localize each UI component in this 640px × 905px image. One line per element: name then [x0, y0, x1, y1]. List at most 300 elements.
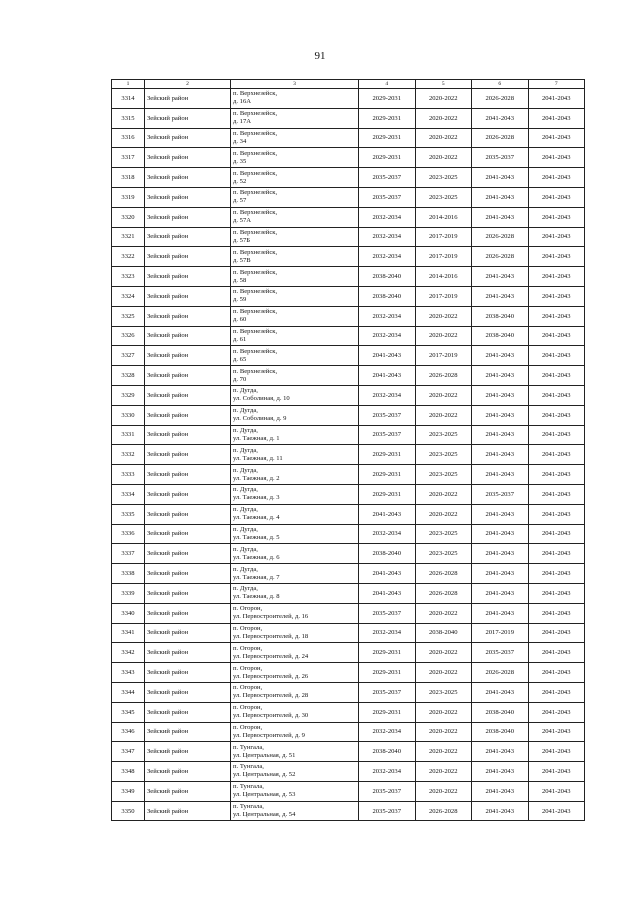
address-building: ул. Первостроителей, д. 28 [233, 692, 309, 700]
address-cell [231, 405, 359, 425]
row-number-cell: 3345 [112, 702, 145, 722]
period-cell-7: 2041-2043 [528, 128, 585, 148]
period-cell-5: 2020-2022 [415, 663, 472, 683]
address-building: ул. Центральная, д. 52 [233, 771, 296, 779]
row-number-cell: 3343 [112, 663, 145, 683]
district-cell: Зейский район [145, 465, 231, 485]
row-number-cell: 3318 [112, 168, 145, 188]
address-cell [231, 742, 359, 762]
period-cell-7: 2041-2043 [528, 504, 585, 524]
address-settlement: п. Верхнезейск, [233, 308, 278, 316]
district-cell: Зейский район [145, 682, 231, 702]
table-row [112, 425, 585, 445]
address-cell [231, 366, 359, 386]
district-cell: Зейский район [145, 247, 231, 267]
period-cell-5: 2020-2022 [415, 781, 472, 801]
table-row [112, 366, 585, 386]
row-number-cell: 3329 [112, 385, 145, 405]
period-cell-6: 2038-2040 [472, 306, 529, 326]
period-cell-6: 2038-2040 [472, 326, 529, 346]
period-cell-4: 2032-2034 [359, 762, 416, 782]
address-cell [231, 148, 359, 168]
district-cell: Зейский район [145, 623, 231, 643]
address-cell [231, 425, 359, 445]
district-cell: Зейский район [145, 346, 231, 366]
period-cell-4: 2035-2037 [359, 187, 416, 207]
row-number-cell: 3346 [112, 722, 145, 742]
address-settlement: п. Тунгала, [233, 803, 264, 811]
table-row [112, 326, 585, 346]
district-cell: Зейский район [145, 425, 231, 445]
address-cell [231, 187, 359, 207]
period-cell-5: 2023-2025 [415, 682, 472, 702]
period-cell-4: 2029-2031 [359, 148, 416, 168]
row-number-cell: 3315 [112, 108, 145, 128]
row-number-cell: 3341 [112, 623, 145, 643]
period-cell-7: 2041-2043 [528, 168, 585, 188]
period-cell-5: 2020-2022 [415, 484, 472, 504]
district-cell: Зейский район [145, 168, 231, 188]
address-building: д. 61 [233, 335, 247, 343]
address-cell [231, 663, 359, 683]
row-number-cell: 3333 [112, 465, 145, 485]
address-cell [231, 108, 359, 128]
address-cell [231, 781, 359, 801]
address-building: д. 57В [233, 256, 251, 264]
row-number-cell: 3330 [112, 405, 145, 425]
address-cell [231, 484, 359, 504]
period-cell-4: 2032-2034 [359, 623, 416, 643]
district-cell: Зейский район [145, 524, 231, 544]
table-row [112, 742, 585, 762]
row-number-cell: 3316 [112, 128, 145, 148]
district-cell: Зейский район [145, 643, 231, 663]
row-number-cell: 3327 [112, 346, 145, 366]
address-cell [231, 643, 359, 663]
table-row [112, 286, 585, 306]
period-cell-6: 2026-2028 [472, 128, 529, 148]
address-settlement: п. Огорон, [233, 664, 263, 672]
period-cell-4: 2035-2037 [359, 801, 416, 821]
period-cell-6: 2041-2043 [472, 385, 529, 405]
period-cell-6: 2041-2043 [472, 682, 529, 702]
period-cell-5: 2023-2025 [415, 187, 472, 207]
period-cell-6: 2038-2040 [472, 722, 529, 742]
period-cell-6: 2041-2043 [472, 603, 529, 623]
district-cell: Зейский район [145, 326, 231, 346]
period-cell-6: 2017-2019 [472, 623, 529, 643]
row-number-cell: 3335 [112, 504, 145, 524]
period-cell-4: 2041-2043 [359, 583, 416, 603]
address-settlement: п. Дугда, [233, 506, 258, 514]
period-cell-5: 2023-2025 [415, 544, 472, 564]
address-settlement: п. Дугда, [233, 525, 258, 533]
table-row [112, 544, 585, 564]
address-building: д. 58 [233, 276, 247, 284]
district-cell: Зейский район [145, 504, 231, 524]
table-row [112, 762, 585, 782]
address-settlement: п. Верхнезейск, [233, 129, 278, 137]
district-cell: Зейский район [145, 385, 231, 405]
address-building: ул. Таежная, д. 8 [233, 593, 280, 601]
period-cell-4: 2032-2034 [359, 247, 416, 267]
table-row [112, 168, 585, 188]
table-row [112, 643, 585, 663]
address-settlement: п. Верхнезейск, [233, 90, 278, 98]
address-settlement: п. Верхнезейск, [233, 228, 278, 236]
address-settlement: п. Верхнезейск, [233, 209, 278, 217]
period-cell-7: 2041-2043 [528, 286, 585, 306]
address-settlement: п. Огорон, [233, 704, 263, 712]
address-building: д. 35 [233, 157, 247, 165]
period-cell-5: 2023-2025 [415, 445, 472, 465]
address-cell [231, 722, 359, 742]
period-cell-4: 2035-2037 [359, 425, 416, 445]
period-cell-7: 2041-2043 [528, 722, 585, 742]
period-cell-6: 2041-2043 [472, 762, 529, 782]
table-row [112, 108, 585, 128]
period-cell-4: 2032-2034 [359, 722, 416, 742]
table-row [112, 89, 585, 109]
table-row [112, 187, 585, 207]
district-cell: Зейский район [145, 702, 231, 722]
address-settlement: п. Верхнезейск, [233, 149, 278, 157]
row-number-cell: 3324 [112, 286, 145, 306]
table-row [112, 207, 585, 227]
period-cell-6: 2041-2043 [472, 405, 529, 425]
period-cell-5: 2020-2022 [415, 742, 472, 762]
address-building: ул. Первостроителей, д. 18 [233, 632, 309, 640]
column-number-6: 6 [472, 80, 529, 89]
address-cell [231, 346, 359, 366]
row-number-cell: 3322 [112, 247, 145, 267]
address-cell [231, 247, 359, 267]
address-cell [231, 385, 359, 405]
period-cell-7: 2041-2043 [528, 346, 585, 366]
district-cell: Зейский район [145, 742, 231, 762]
period-cell-7: 2041-2043 [528, 207, 585, 227]
period-cell-7: 2041-2043 [528, 762, 585, 782]
period-cell-4: 2032-2034 [359, 524, 416, 544]
period-cell-7: 2041-2043 [528, 682, 585, 702]
period-cell-5: 2020-2022 [415, 385, 472, 405]
address-building: д. 16А [233, 98, 252, 106]
address-settlement: п. Дугда, [233, 585, 258, 593]
address-settlement: п. Дугда, [233, 545, 258, 553]
row-number-cell: 3317 [112, 148, 145, 168]
period-cell-7: 2041-2043 [528, 623, 585, 643]
address-settlement: п. Тунгала, [233, 743, 264, 751]
address-cell [231, 583, 359, 603]
period-cell-5: 2023-2025 [415, 425, 472, 445]
period-cell-5: 2020-2022 [415, 603, 472, 623]
address-settlement: п. Дугда, [233, 407, 258, 415]
row-number-cell: 3339 [112, 583, 145, 603]
period-cell-4: 2029-2031 [359, 663, 416, 683]
address-settlement: п. Дугда, [233, 565, 258, 573]
period-cell-5: 2020-2022 [415, 306, 472, 326]
period-cell-4: 2041-2043 [359, 564, 416, 584]
address-building: ул. Центральная, д. 51 [233, 751, 296, 759]
district-cell: Зейский район [145, 445, 231, 465]
period-cell-4: 2029-2031 [359, 108, 416, 128]
address-cell [231, 762, 359, 782]
period-cell-6: 2041-2043 [472, 366, 529, 386]
period-cell-6: 2041-2043 [472, 207, 529, 227]
address-building: д. 17А [233, 118, 252, 126]
address-cell [231, 306, 359, 326]
table-row [112, 227, 585, 247]
address-cell [231, 544, 359, 564]
period-cell-5: 2014-2016 [415, 267, 472, 287]
district-cell: Зейский район [145, 366, 231, 386]
period-cell-6: 2041-2043 [472, 801, 529, 821]
period-cell-6: 2041-2043 [472, 445, 529, 465]
period-cell-5: 2017-2019 [415, 247, 472, 267]
address-settlement: п. Дугда, [233, 486, 258, 494]
district-cell: Зейский район [145, 544, 231, 564]
district-cell: Зейский район [145, 207, 231, 227]
address-building: д. 70 [233, 375, 247, 383]
table-row [112, 465, 585, 485]
address-building: д. 59 [233, 296, 247, 304]
period-cell-7: 2041-2043 [528, 385, 585, 405]
period-cell-5: 2020-2022 [415, 128, 472, 148]
address-settlement: п. Верхнезейск, [233, 248, 278, 256]
period-cell-4: 2038-2040 [359, 286, 416, 306]
address-cell [231, 524, 359, 544]
address-cell [231, 564, 359, 584]
period-cell-7: 2041-2043 [528, 524, 585, 544]
period-cell-7: 2041-2043 [528, 227, 585, 247]
address-cell [231, 207, 359, 227]
district-cell: Зейский район [145, 583, 231, 603]
address-building: ул. Таежная, д. 2 [233, 474, 280, 482]
table-row [112, 781, 585, 801]
period-cell-6: 2041-2043 [472, 108, 529, 128]
period-cell-6: 2041-2043 [472, 781, 529, 801]
period-cell-4: 2038-2040 [359, 544, 416, 564]
period-cell-7: 2041-2043 [528, 247, 585, 267]
period-cell-5: 2020-2022 [415, 643, 472, 663]
period-cell-4: 2035-2037 [359, 781, 416, 801]
address-cell [231, 286, 359, 306]
period-cell-4: 2038-2040 [359, 267, 416, 287]
district-cell: Зейский район [145, 663, 231, 683]
column-number-header-row [112, 80, 585, 89]
district-cell: Зейский район [145, 484, 231, 504]
table-row [112, 603, 585, 623]
period-cell-7: 2041-2043 [528, 148, 585, 168]
district-cell: Зейский район [145, 128, 231, 148]
period-cell-7: 2041-2043 [528, 643, 585, 663]
district-cell: Зейский район [145, 108, 231, 128]
period-cell-7: 2041-2043 [528, 465, 585, 485]
address-settlement: п. Огорон, [233, 624, 263, 632]
address-settlement: п. Дугда, [233, 466, 258, 474]
table-row [112, 623, 585, 643]
period-cell-6: 2026-2028 [472, 247, 529, 267]
table-row [112, 722, 585, 742]
period-cell-7: 2041-2043 [528, 187, 585, 207]
row-number-cell: 3334 [112, 484, 145, 504]
period-cell-7: 2041-2043 [528, 108, 585, 128]
period-cell-4: 2041-2043 [359, 346, 416, 366]
row-number-cell: 3326 [112, 326, 145, 346]
period-cell-6: 2041-2043 [472, 267, 529, 287]
period-cell-5: 2023-2025 [415, 465, 472, 485]
district-cell: Зейский район [145, 722, 231, 742]
address-cell [231, 326, 359, 346]
period-cell-7: 2041-2043 [528, 326, 585, 346]
period-cell-7: 2041-2043 [528, 603, 585, 623]
address-settlement: п. Дугда, [233, 387, 258, 395]
row-number-cell: 3323 [112, 267, 145, 287]
period-cell-5: 2020-2022 [415, 504, 472, 524]
period-cell-5: 2026-2028 [415, 366, 472, 386]
row-number-cell: 3337 [112, 544, 145, 564]
table-row [112, 663, 585, 683]
district-cell: Зейский район [145, 781, 231, 801]
row-number-cell: 3328 [112, 366, 145, 386]
address-building: ул. Таежная, д. 5 [233, 533, 280, 541]
address-building: ул. Первостроителей, д. 24 [233, 652, 309, 660]
table-row [112, 484, 585, 504]
table-row [112, 682, 585, 702]
period-cell-5: 2020-2022 [415, 89, 472, 109]
period-cell-4: 2032-2034 [359, 385, 416, 405]
address-building: ул. Таежная, д. 7 [233, 573, 280, 581]
period-cell-7: 2041-2043 [528, 425, 585, 445]
period-cell-5: 2023-2025 [415, 524, 472, 544]
address-settlement: п. Огорон, [233, 684, 263, 692]
address-building: ул. Первостроителей, д. 16 [233, 613, 309, 621]
period-cell-4: 2035-2037 [359, 603, 416, 623]
table-row [112, 128, 585, 148]
address-building: ул. Таежная, д. 4 [233, 514, 280, 522]
period-cell-5: 2020-2022 [415, 148, 472, 168]
period-cell-6: 2041-2043 [472, 583, 529, 603]
row-number-cell: 3348 [112, 762, 145, 782]
period-cell-4: 2032-2034 [359, 227, 416, 247]
period-cell-5: 2020-2022 [415, 722, 472, 742]
period-cell-4: 2029-2031 [359, 89, 416, 109]
period-cell-7: 2041-2043 [528, 306, 585, 326]
column-number-1: 1 [112, 80, 145, 89]
period-cell-6: 2035-2037 [472, 643, 529, 663]
address-settlement: п. Верхнезейск, [233, 189, 278, 197]
address-building: ул. Первостроителей, д. 30 [233, 712, 309, 720]
district-cell: Зейский район [145, 405, 231, 425]
address-building: ул. Таежная, д. 6 [233, 553, 280, 561]
period-cell-6: 2041-2043 [472, 286, 529, 306]
address-cell [231, 128, 359, 148]
address-cell [231, 168, 359, 188]
period-cell-7: 2041-2043 [528, 366, 585, 386]
row-number-cell: 3314 [112, 89, 145, 109]
period-cell-6: 2041-2043 [472, 504, 529, 524]
period-cell-7: 2041-2043 [528, 742, 585, 762]
period-cell-4: 2032-2034 [359, 207, 416, 227]
row-number-cell: 3320 [112, 207, 145, 227]
period-cell-4: 2032-2034 [359, 306, 416, 326]
period-cell-6: 2038-2040 [472, 702, 529, 722]
period-cell-7: 2041-2043 [528, 484, 585, 504]
district-cell: Зейский район [145, 801, 231, 821]
row-number-cell: 3344 [112, 682, 145, 702]
address-settlement: п. Тунгала, [233, 783, 264, 791]
address-building: ул. Таежная, д. 1 [233, 434, 280, 442]
period-cell-4: 2029-2031 [359, 445, 416, 465]
period-cell-5: 2017-2019 [415, 346, 472, 366]
period-cell-5: 2017-2019 [415, 286, 472, 306]
column-number-5: 5 [415, 80, 472, 89]
table-row [112, 247, 585, 267]
address-settlement: п. Огорон, [233, 605, 263, 613]
period-cell-6: 2041-2043 [472, 524, 529, 544]
address-building: ул. Центральная, д. 53 [233, 791, 296, 799]
address-building: д. 60 [233, 316, 247, 324]
table-row [112, 583, 585, 603]
address-building: ул. Центральная, д. 54 [233, 811, 296, 819]
address-building: ул. Первостроителей, д. 26 [233, 672, 309, 680]
period-cell-6: 2041-2043 [472, 346, 529, 366]
address-cell [231, 227, 359, 247]
period-cell-7: 2041-2043 [528, 267, 585, 287]
period-cell-6: 2041-2043 [472, 465, 529, 485]
period-cell-6: 2035-2037 [472, 148, 529, 168]
district-cell: Зейский район [145, 564, 231, 584]
page-number: 91 [314, 50, 326, 62]
row-number-cell: 3325 [112, 306, 145, 326]
period-cell-4: 2041-2043 [359, 504, 416, 524]
period-cell-4: 2041-2043 [359, 366, 416, 386]
district-cell: Зейский район [145, 89, 231, 109]
row-number-cell: 3347 [112, 742, 145, 762]
period-cell-4: 2029-2031 [359, 484, 416, 504]
address-building: д. 57 [233, 197, 247, 205]
address-building: ул. Таежная, д. 3 [233, 494, 280, 502]
address-cell [231, 465, 359, 485]
period-cell-6: 2041-2043 [472, 425, 529, 445]
period-cell-7: 2041-2043 [528, 583, 585, 603]
period-cell-5: 2026-2028 [415, 564, 472, 584]
address-cell [231, 603, 359, 623]
address-cell [231, 702, 359, 722]
period-cell-6: 2041-2043 [472, 742, 529, 762]
district-cell: Зейский район [145, 603, 231, 623]
period-cell-5: 2026-2028 [415, 583, 472, 603]
row-number-cell: 3350 [112, 801, 145, 821]
period-cell-6: 2035-2037 [472, 484, 529, 504]
address-settlement: п. Верхнезейск, [233, 327, 278, 335]
row-number-cell: 3340 [112, 603, 145, 623]
period-cell-4: 2029-2031 [359, 643, 416, 663]
period-cell-7: 2041-2043 [528, 445, 585, 465]
period-cell-4: 2032-2034 [359, 326, 416, 346]
address-settlement: п. Верхнезейск, [233, 347, 278, 355]
address-cell [231, 504, 359, 524]
row-number-cell: 3336 [112, 524, 145, 544]
address-settlement: п. Огорон, [233, 644, 263, 652]
address-settlement: п. Верхнезейск, [233, 367, 278, 375]
address-settlement: п. Верхнезейск, [233, 169, 278, 177]
row-number-cell: 3338 [112, 564, 145, 584]
address-building: ул. Соболиная, д. 10 [233, 395, 290, 403]
row-number-cell: 3319 [112, 187, 145, 207]
address-settlement: п. Верхнезейск, [233, 288, 278, 296]
table-row [112, 405, 585, 425]
